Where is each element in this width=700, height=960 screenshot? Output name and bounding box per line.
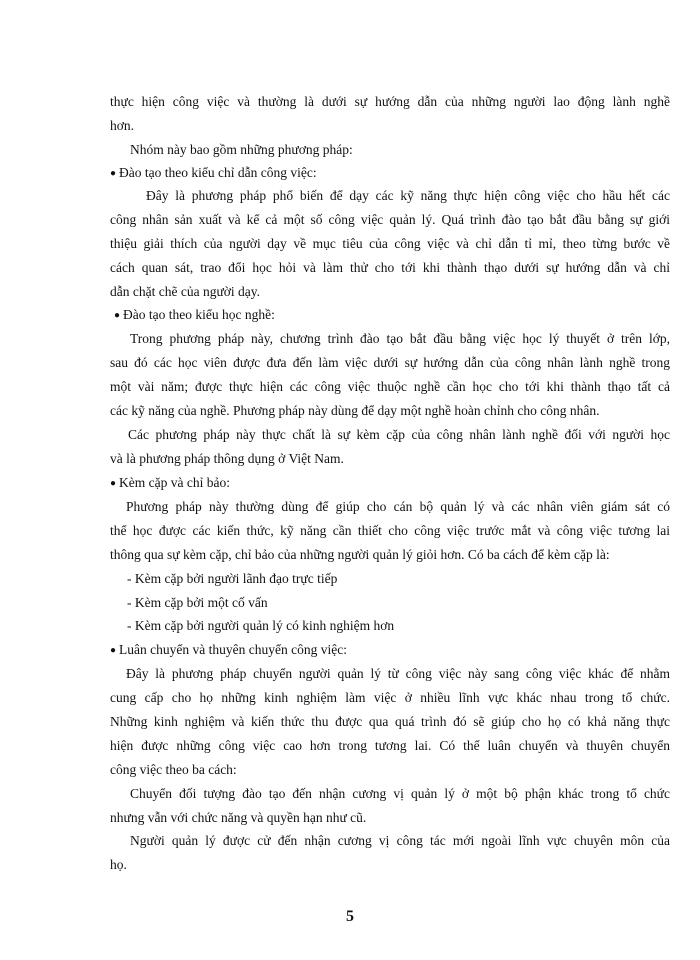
paragraph-line: Người quản lý được cử đến nhận cương vị công tác mới ngoài lĩnh vực chuyên môn của [130, 833, 670, 848]
paragraph-line: thiệu giải thích của người dạy về mục tiêu của công việc và chỉ dẫn tỉ mỉ, theo từng bước về [110, 236, 670, 251]
paragraph-line: nhưng vẫn với chức năng và quyền hạn như cũ. [110, 810, 367, 825]
paragraph-line: Các phương pháp này thực chất là sự kèm cặp của công nhân lành nghề đối với người học [128, 427, 670, 442]
dash-list-item: - Kèm cặp bởi một cố vấn [127, 595, 268, 610]
paragraph-line: công việc theo ba cách: [110, 762, 237, 777]
method-heading-2 [114, 306, 674, 325]
method-heading-3 [110, 474, 670, 493]
paragraph-line: thực hiện công việc và thường là dưới sự hướng dẫn của những người lao động lành nghề [110, 94, 670, 109]
bullet-icon: ● [110, 478, 117, 489]
paragraph-line: cung cấp cho họ những kinh nghiệm làm việc ở nhiều lĩnh vực khác nhau trong tổ chức. [110, 690, 670, 705]
paragraph-line: hơn. [110, 118, 135, 133]
paragraph-line: một vài năm; được thực hiện các công việc thuộc nghề cần học cho tới khi thành thạo tất cả [110, 379, 670, 394]
method-heading-text: Kèm cặp và chỉ bảo: [119, 475, 230, 490]
bullet-icon: ● [110, 168, 117, 179]
method-heading-1 [110, 164, 670, 183]
paragraph-line: công nhân sản xuất và kể cả một số công việc quản lý. Quá trình đào tạo bắt đầu bằng sự giới [110, 212, 670, 227]
paragraph-line: và là phương pháp thông dụng ở Việt Nam. [110, 451, 344, 466]
intro-line: Nhóm này bao gồm những phương pháp: [130, 142, 353, 157]
paragraph-line: Phương pháp này thường dùng để giúp cho cán bộ quản lý và các nhân viên giám sát có [126, 499, 670, 514]
page-number: 5 [346, 908, 354, 925]
paragraph-line: Chuyển đối tượng đào tạo đến nhận cương vị quản lý ở một bộ phận khác trong tổ chức [130, 786, 670, 801]
dash-list-item: - Kèm cặp bởi người lãnh đạo trực tiếp [127, 571, 338, 586]
paragraph-line: Trong phương pháp này, chương trình đào tạo bắt đầu bằng việc học lý thuyết ở trên lớp, [130, 331, 670, 346]
dash-list-item: - Kèm cặp bởi người quản lý có kinh nghiệm hơn [127, 618, 395, 633]
paragraph-line: Những kinh nghiệm và kiến thức thu được qua quá trình đó sẽ giúp cho họ có khả năng thực [110, 714, 670, 729]
method-heading-4 [110, 641, 670, 660]
paragraph-line: họ. [110, 857, 127, 872]
paragraph-line: các kỹ năng của nghề. Phương pháp này dùng để dạy một nghề hoàn chỉnh cho công nhân. [110, 403, 600, 418]
paragraph-line: sau đó các học viên được đưa đến làm việc dưới sự hướng dẫn của công nhân lành nghề trong [110, 355, 670, 370]
bullet-icon: ● [114, 310, 121, 321]
method-heading-text: Đào tạo theo kiểu chỉ dẫn công việc: [119, 165, 317, 180]
paragraph-line: hiện được những công việc cao hơn trong tương lai. Có thể luân chuyển và thuyên chuyển [110, 738, 670, 753]
paragraph-line: thể học được các kiến thức, kỹ năng cần thiết cho công việc trước mắt và công việc tương lai [110, 523, 670, 538]
paragraph-line: dẫn chặt chẽ của người dạy. [110, 284, 261, 299]
method-heading-text: Luân chuyển và thuyên chuyển công việc: [119, 642, 347, 657]
method-heading-text: Đào tạo theo kiểu học nghề: [123, 307, 275, 322]
bullet-icon: ● [110, 645, 117, 656]
paragraph-line: thông qua sự kèm cặp, chỉ bảo của những người quản lý giỏi hơn. Có ba cách để kèm cặp là: [110, 547, 610, 562]
paragraph-line: Đây là phương pháp phổ biến để dạy các kỹ năng thực hiện công việc cho hầu hết các [146, 188, 670, 203]
paragraph-line: Đây là phương pháp chuyển người quản lý từ công việc này sang công việc khác để nhằm [126, 666, 670, 681]
paragraph-line: cách quan sát, trao đổi học hỏi và làm thử cho tới khi thành thạo dưới sự hướng dẫn và chỉ [110, 260, 670, 275]
